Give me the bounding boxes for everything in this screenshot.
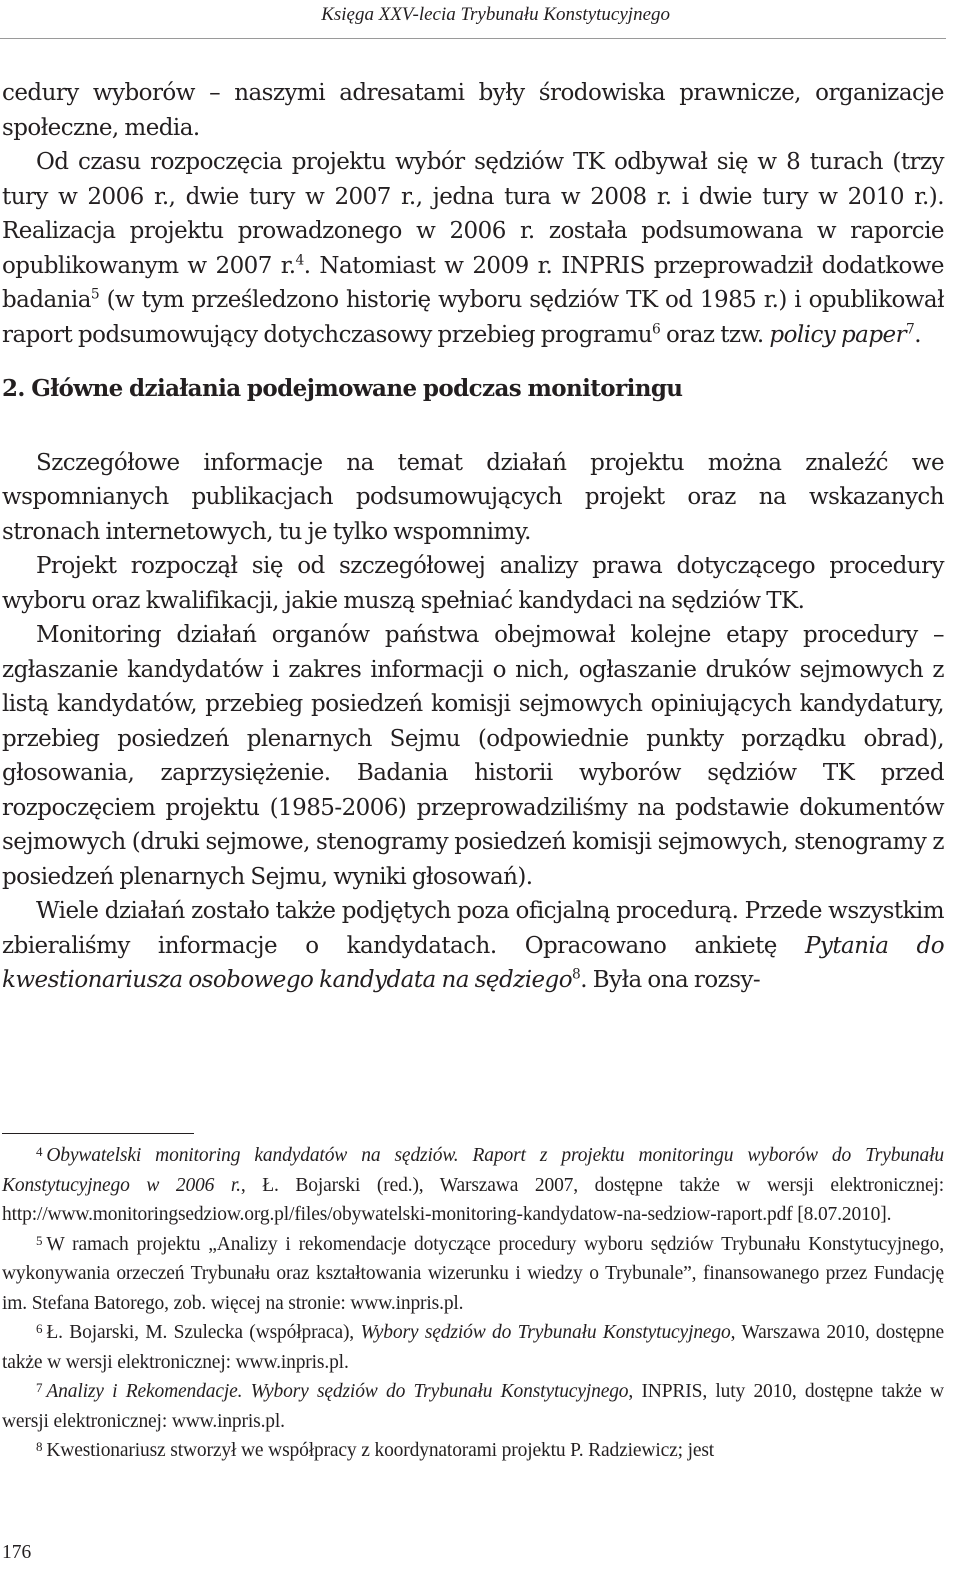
running-header: Księga XXV-lecia Trybunału Konstytucyjnego [321,4,670,25]
footnote-text: W ramach projektu „Analizy i rekomendacje dotyczące procedury wyboru sędziów Trybunału Konstytucyjnego, wykonywania orzeczeń Trybunału oraz kształtowania wizerunku i wiedzy o Trybunale”, finansowanego przez Fundację im. Stefana Batorego, zob. więcej na stronie: www.inpris.pl. [2,1233,944,1314]
text-run: . [914,321,922,348]
footnote-text: Kwestionariusz stworzył we współpracy z koordynatorami projektu P. Radziewicz; jest [46,1440,715,1461]
text-run: Od czasu rozpoczęcia projektu wybór sędziów TK odbywał się w 8 turach (trzy tury w 2006 r., dwie tury w 2007 r., jedna tura w 2008 r. i dwie tury w 2010 r.). Realizacja projektu prowadzonego w 2006 r. została podsumowana w raporcie opublikowanym w 2007 r. [2,149,944,279]
paragraph-project-timeline [2,145,944,352]
italic-title: Pytania do kwestionariusza osobowego kandydata na sędziego [2,932,944,993]
footnote-text: Ł. Bojarski, M. Szulecka (współpraca), [46,1322,361,1343]
footnote-7 [2,1377,944,1436]
footnote-ref-8: 8 [572,966,581,983]
text-run: Wiele działań zostało także podjętych poza oficjalną procedurą. Przede wszystkim zbieraliśmy informacje o kandydatach. Opracowano ankietę [2,898,944,959]
footnotes [2,1141,944,1466]
footnote-text: , INPRIS, luty 2010, dostępne także w wersji elektronicznej: www.inpris.pl. [2,1381,944,1432]
footnote-number: 7 [36,1380,43,1395]
footnote-italic: Analizy i Rekomendacje. Wybory sędziów do Trybunału Konstytucyjnego [46,1381,629,1402]
paragraph-continued: cedury wyborów – naszymi adresatami były środowiska prawnicze, organizacje społeczne, media. [2,80,944,141]
footnote-number: 8 [36,1439,43,1454]
header-rule [0,38,946,39]
text-run: . Była ona rozsy- [580,967,761,993]
text-run: . Natomiast w 2009 r. INPRIS przeprowadził dodatkowe badania [2,252,944,313]
footnote-8 [2,1436,944,1466]
footnote-number: 6 [36,1321,43,1336]
footnote-ref-5: 5 [90,286,100,303]
footnote-ref-6: 6 [651,320,661,337]
footnote-text: , Warszawa 2010, dostępne także w wersji elektronicznej: www.inpris.pl. [2,1322,945,1373]
footnote-ref-7: 7 [906,320,915,337]
paragraph-analysis: Projekt rozpoczął się od szczegółowej analizy prawa dotyczącego procedury wyboru oraz kwalifikacji, jakie muszą spełniać kandydaci na sędziów TK. [2,553,944,614]
footnote-6 [2,1318,944,1377]
page-number: 176 [2,1542,32,1563]
main-text [2,76,944,998]
italic-term: policy paper [769,321,907,348]
paragraph-activities [2,894,944,998]
footnote-4 [2,1141,944,1230]
footnote-italic: Obywatelski monitoring kandydatów na sędziów. Raport z projektu monitoringu wyborów do Trybunału Konstytucyjnego w 2006 r. [2,1145,944,1196]
paragraph-monitoring: Monitoring działań organów państwa obejmował kolejne etapy procedury – zgłaszanie kandydatów i zakres informacji o nich, ogłaszanie druków sejmowych z listą kandydatów, przebieg posiedzeń komisji sejmowych opiniujących kandydatury, przebieg posiedzeń plenarnych Sejmu (odpowiednie punkty porządku obrad), głosowania, zaprzysiężenie. Badania historii wyborów sędziów TK przed rozpoczęciem projektu (1985-2006) przeprowadziliśmy na podstawie dokumentów sejmowych (druki sejmowe, stenogramy posiedzeń komisji sejmowych, stenogramy z posiedzeń plenarnych Sejmu, wyniki głosowań). [2,622,944,890]
footnote-italic: Wybory sędziów do Trybunału Konstytucyjnego [360,1322,731,1343]
text-run: oraz tzw. [660,321,770,348]
footnote-5 [2,1230,944,1319]
paragraph-intro: Szczegółowe informacje na temat działań projektu można znaleźć we wspomnianych publikacjach podsumowujących projekt oraz na wskazanych stronach internetowych, tu je tylko wspomnimy. [2,449,944,545]
footnote-number: 5 [36,1232,43,1248]
text-run: (w tym prześledzono historię wyboru sędziów TK od 1985 r.) i opublikował raport podsumowujący dotychczasowy przebieg programu [2,287,944,348]
footnote-text: , Ł. Bojarski (red.), Warszawa 2007, dostępne także w wersji elektronicznej: http://www.monitoringsedziow.org.pl/files/obywatelski-monitoring-kandydatow-na-sedziow-raport.pdf [8.07.2010]. [2,1174,944,1225]
footnote-number: 4 [36,1144,43,1159]
section-spacer [2,407,944,446]
footnote-separator [2,1133,194,1134]
section-heading: 2. Główne działania podejmowane podczas monitoringu [2,375,683,402]
footnote-ref-4: 4 [295,251,304,268]
